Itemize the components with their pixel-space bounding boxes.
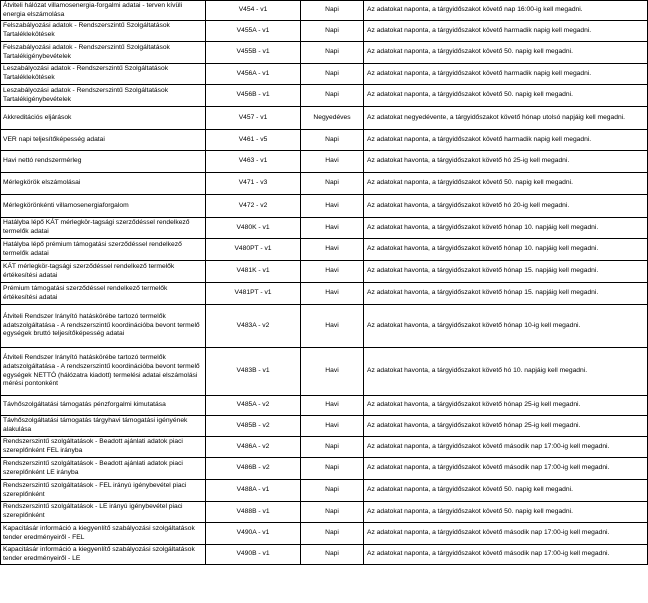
deadline-cell: Az adatokat naponta, a tárgyidőszakot követő harmadik napig kell megadni. — [364, 64, 648, 85]
report-name-cell: Mérlegkörönkénti villamosenergiaforgalom — [1, 195, 206, 218]
report-name-cell: Felszabályozási adatok - Rendszerszintű Szolgáltatások Tartalékigénybevételek — [1, 42, 206, 64]
table-row — [1, 218, 648, 239]
frequency-cell: Havi — [301, 195, 364, 218]
report-code-cell: V486B - v2 — [206, 458, 301, 480]
report-code-cell: V483A - v2 — [206, 305, 301, 348]
report-code-cell: V485B - v2 — [206, 416, 301, 437]
frequency-cell: Napi — [301, 21, 364, 42]
report-code-cell: V463 - v1 — [206, 151, 301, 173]
report-code-cell: V486A - v2 — [206, 437, 301, 458]
frequency-cell: Napi — [301, 173, 364, 195]
report-name-cell: Rendszerszintű szolgáltatások - FEL irányú igénybevétel piaci szereplőnként — [1, 480, 206, 502]
table-row — [1, 1, 648, 21]
deadline-cell: Az adatokat naponta, a tárgyidőszakot követő második nap 17:00-ig kell megadni. — [364, 523, 648, 545]
report-name-cell: Rendszerszintű szolgáltatások - Beadott ajánlati adatok piaci szereplőnként FEL irányba — [1, 437, 206, 458]
report-name-cell: Rendszerszintű szolgáltatások - LE irányú igénybevétel piaci szereplőnként — [1, 502, 206, 523]
frequency-cell: Napi — [301, 42, 364, 64]
table-row — [1, 416, 648, 437]
deadline-cell: Az adatokat naponta, a tárgyidőszakot követő nap 16:00-ig kell megadni. — [364, 1, 648, 21]
table-row — [1, 523, 648, 545]
report-name-cell: Akkreditációs eljárások — [1, 107, 206, 130]
report-code-cell: V480K - v1 — [206, 218, 301, 239]
deadline-cell: Az adatokat naponta, a tárgyidőszakot követő második nap 17:00-ig kell megadni. — [364, 458, 648, 480]
deadline-cell: Az adatokat havonta, a tárgyidőszakot követő hónap 15. napjáig kell megadni. — [364, 283, 648, 305]
deadline-cell: Az adatokat havonta, a tárgyidőszakot követő hónap 25-ig kell megadni. — [364, 396, 648, 416]
table-row — [1, 437, 648, 458]
table-row — [1, 130, 648, 151]
deadline-cell: Az adatokat naponta, a tárgyidőszakot követő 50. napig kell megadni. — [364, 173, 648, 195]
frequency-cell: Napi — [301, 545, 364, 565]
table-row — [1, 348, 648, 396]
frequency-cell: Napi — [301, 130, 364, 151]
deadline-cell: Az adatokat naponta, a tárgyidőszakot követő harmadik napig kell megadni. — [364, 130, 648, 151]
deadline-cell: Az adatokat havonta, a tárgyidőszakot követő hó 20-ig kell megadni. — [364, 195, 648, 218]
report-name-cell: Hatályba lépő KÁT mérlegkör-tagsági szerződéssel rendelkező termelők adatai — [1, 218, 206, 239]
report-name-cell: Havi nettó rendszermérleg — [1, 151, 206, 173]
frequency-cell: Havi — [301, 261, 364, 283]
report-name-cell: Felszabályozási adatok - Rendszerszintű Szolgáltatások Tartaléklekötések — [1, 21, 206, 42]
report-code-cell: V488B - v1 — [206, 502, 301, 523]
report-name-cell: Rendszerszintű szolgáltatások - Beadott ajánlati adatok piaci szereplőnként LE irányba — [1, 458, 206, 480]
frequency-cell: Havi — [301, 283, 364, 305]
deadline-cell: Az adatokat naponta, a tárgyidőszakot követő 50. napig kell megadni. — [364, 85, 648, 107]
report-code-cell: V488A - v1 — [206, 480, 301, 502]
report-code-cell: V481K - v1 — [206, 261, 301, 283]
report-code-cell: V481PT - v1 — [206, 283, 301, 305]
deadline-cell: Az adatokat naponta, a tárgyidőszakot követő 50. napig kell megadni. — [364, 480, 648, 502]
report-name-cell: Leszabályozási adatok - Rendszerszintű Szolgáltatások Tartaléklekötések — [1, 64, 206, 85]
deadline-cell: Az adatokat negyedévente, a tárgyidőszakot követő hónap utolsó napjáig kell megadni. — [364, 107, 648, 130]
report-code-cell: V490B - v1 — [206, 545, 301, 565]
table-row — [1, 85, 648, 107]
frequency-cell: Napi — [301, 480, 364, 502]
report-name-cell: Prémium támogatási szerződéssel rendelkező termelők értékesítési adatai — [1, 283, 206, 305]
frequency-cell: Havi — [301, 239, 364, 261]
report-name-cell: Távhőszolgáltatási támogatás pénzforgalmi kimutatása — [1, 396, 206, 416]
report-name-cell: Átviteli Rendszer Irányító hatáskörébe tartozó termelők adatszolgáltatása - A rendszerszintű koordinációba bevont termelő egységek NETTÓ (hálózatra kiadott) termelési adatai elszámolási mérési pontonként — [1, 348, 206, 396]
table-row — [1, 458, 648, 480]
report-code-cell: V456B - v1 — [206, 85, 301, 107]
table-row — [1, 42, 648, 64]
report-code-cell: V490A - v1 — [206, 523, 301, 545]
frequency-cell: Napi — [301, 502, 364, 523]
table-row — [1, 545, 648, 565]
deadline-cell: Az adatokat havonta, a tárgyidőszakot követő hónap 10. napjáig kell megadni. — [364, 239, 648, 261]
report-name-cell: Leszabályozási adatok - Rendszerszintű Szolgáltatások Tartalékigénybevételek — [1, 85, 206, 107]
report-code-cell: V471 - v3 — [206, 173, 301, 195]
report-name-cell: Mérlegkörök elszámolásai — [1, 173, 206, 195]
deadline-cell: Az adatokat naponta, a tárgyidőszakot követő 50. napig kell megadni. — [364, 502, 648, 523]
deadline-cell: Az adatokat havonta, a tárgyidőszakot követő hónap 10. napjáig kell megadni. — [364, 218, 648, 239]
deadline-cell: Az adatokat havonta, a tárgyidőszakot követő hónap 10-ig kell megadni. — [364, 305, 648, 348]
table-row — [1, 64, 648, 85]
report-name-cell: Átviteli Rendszer Irányító hatáskörébe tartozó termelők adatszolgáltatása - A rendszerszintű koordinációba bevont termelő egységek bruttó teljesítőképesség adatai — [1, 305, 206, 348]
table-row — [1, 173, 648, 195]
table-row — [1, 261, 648, 283]
report-code-cell: V483B - v1 — [206, 348, 301, 396]
report-code-cell: V456A - v1 — [206, 64, 301, 85]
frequency-cell: Napi — [301, 1, 364, 21]
table-row — [1, 396, 648, 416]
report-code-cell: V485A - v2 — [206, 396, 301, 416]
frequency-cell: Havi — [301, 348, 364, 396]
report-name-cell: Távhőszolgáltatási támogatás tárgyhavi támogatási igényének alakulása — [1, 416, 206, 437]
frequency-cell: Napi — [301, 437, 364, 458]
table-row — [1, 151, 648, 173]
frequency-cell: Napi — [301, 458, 364, 480]
frequency-cell: Negyedéves — [301, 107, 364, 130]
deadline-cell: Az adatokat havonta, a tárgyidőszakot követő hónap 15. napjáig kell megadni. — [364, 261, 648, 283]
deadline-cell: Az adatokat naponta, a tárgyidőszakot követő második nap 17:00-ig kell megadni. — [364, 437, 648, 458]
report-name-cell: Kapacitásár információ a kiegyenlítő szabályozási szolgáltatások tender eredményeiről - FEL — [1, 523, 206, 545]
report-code-cell: V472 - v2 — [206, 195, 301, 218]
frequency-cell: Havi — [301, 416, 364, 437]
deadline-cell: Az adatokat naponta, a tárgyidőszakot követő 50. napig kell megadni. — [364, 42, 648, 64]
report-code-cell: V455B - v1 — [206, 42, 301, 64]
deadline-cell: Az adatokat havonta, a tárgyidőszakot követő hó 25-ig kell megadni. — [364, 151, 648, 173]
table-row — [1, 283, 648, 305]
table-row — [1, 502, 648, 523]
report-table-body — [1, 1, 648, 565]
frequency-cell: Napi — [301, 523, 364, 545]
table-row — [1, 305, 648, 348]
report-code-cell: V457 - v1 — [206, 107, 301, 130]
deadline-cell: Az adatokat naponta, a tárgyidőszakot követő második nap 17:00-ig kell megadni. — [364, 545, 648, 565]
table-row — [1, 107, 648, 130]
report-name-cell: Hatályba lépő prémium támogatási szerződéssel rendelkező termelők adatai — [1, 239, 206, 261]
report-code-cell: V455A - v1 — [206, 21, 301, 42]
table-row — [1, 239, 648, 261]
report-code-cell: V461 - v5 — [206, 130, 301, 151]
report-name-cell: Átviteli hálózat villamosenergia-forgalmi adatai - terven kívüli energia elszámolása — [1, 1, 206, 21]
deadline-cell: Az adatokat havonta, a tárgyidőszakot követő hónap 25-ig kell megadni. — [364, 416, 648, 437]
report-code-cell: V454 - v1 — [206, 1, 301, 21]
report-name-cell: KÁT mérlegkör-tagsági szerződéssel rendelkező termelők értékesítési adatai — [1, 261, 206, 283]
deadline-cell: Az adatokat havonta, a tárgyidőszakot követő hó 10. napjáig kell megadni. — [364, 348, 648, 396]
report-code-cell: V480PT - v1 — [206, 239, 301, 261]
frequency-cell: Havi — [301, 218, 364, 239]
deadline-cell: Az adatokat naponta, a tárgyidőszakot követő harmadik napig kell megadni. — [364, 21, 648, 42]
frequency-cell: Napi — [301, 64, 364, 85]
table-row — [1, 195, 648, 218]
report-name-cell: VER napi teljesítőképesség adatai — [1, 130, 206, 151]
table-row — [1, 480, 648, 502]
report-name-cell: Kapacitásár információ a kiegyenlítő szabályozási szolgáltatások tender eredményeiről - LE — [1, 545, 206, 565]
table-row — [1, 21, 648, 42]
frequency-cell: Napi — [301, 85, 364, 107]
frequency-cell: Havi — [301, 151, 364, 173]
frequency-cell: Havi — [301, 396, 364, 416]
frequency-cell: Havi — [301, 305, 364, 348]
